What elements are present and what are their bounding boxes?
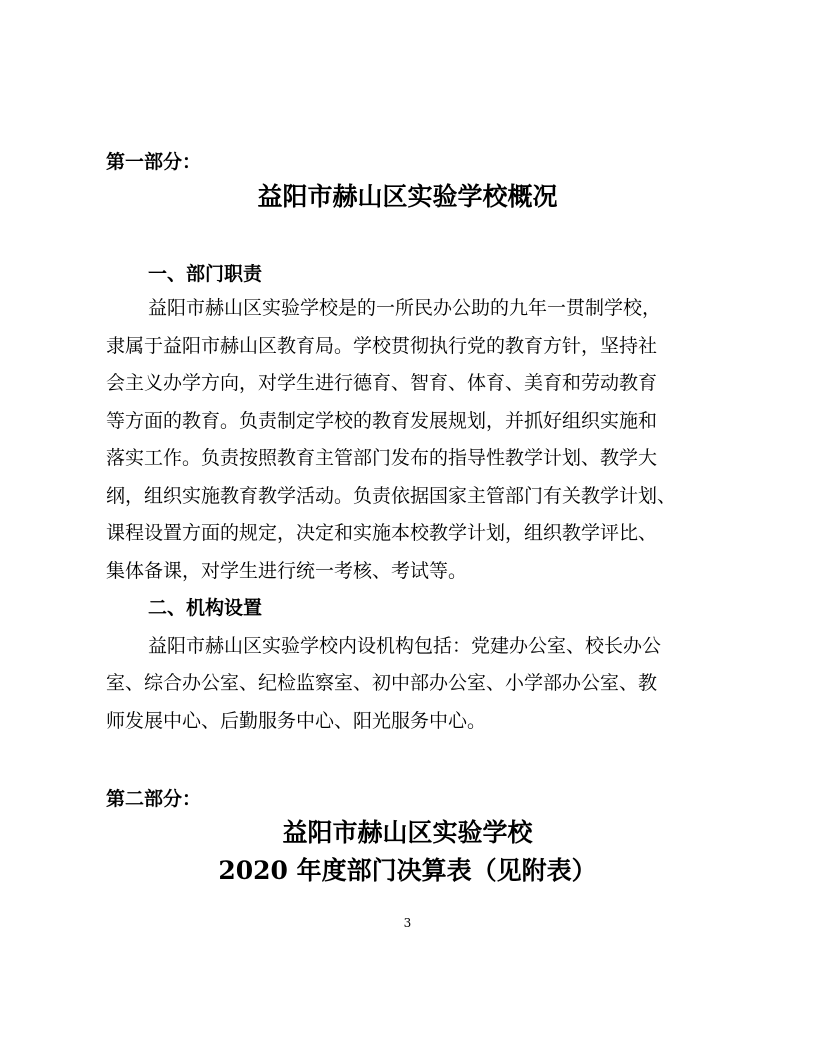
part-two-label: 第二部分：	[106, 788, 202, 810]
part-one-label: 第一部分：	[106, 151, 202, 173]
section-two-line: 室、综合办公室、纪检监察室、初中部办公室、小学部办公室、教	[106, 672, 658, 694]
section-one-line: 隶属于益阳市赫山区教育局。学校贯彻执行党的教育方针，坚持社	[106, 335, 658, 357]
page-number: 3	[403, 916, 412, 930]
section-two-heading: 二、机构设置	[148, 597, 263, 619]
section-one-line: 益阳市赫山区实验学校是的一所民办公助的九年一贯制学校，	[148, 297, 662, 319]
section-one-line: 集体备课，对学生进行统一考核、考试等。	[106, 560, 468, 582]
section-two-line: 益阳市赫山区实验学校内设机构包括：党建办公室、校长办公	[148, 635, 662, 657]
section-one-heading: 一、部门职责	[148, 263, 263, 285]
section-one-line: 纲，组织实施教育教学活动。负责依据国家主管部门有关教学计划、	[106, 485, 677, 507]
section-one-line: 课程设置方面的规定，决定和实施本校教学计划，组织教学评比、	[106, 522, 658, 544]
section-two-line: 师发展中心、后勤服务中心、阳光服务中心。	[106, 710, 487, 732]
part-two-title-line1: 益阳市赫山区实验学校	[282, 818, 533, 847]
section-one-line: 会主义办学方向，对学生进行德育、智育、体育、美育和劳动教育	[106, 372, 658, 394]
part-two-title-line2: 2020 年度部门决算表（见附表）	[218, 856, 597, 885]
section-one-line: 等方面的教育。负责制定学校的教育发展规划，并抓好组织实施和	[106, 410, 658, 432]
part-one-title: 益阳市赫山区实验学校概况	[257, 182, 558, 211]
section-one-line: 落实工作。负责按照教育主管部门发布的指导性教学计划、教学大	[106, 447, 658, 469]
